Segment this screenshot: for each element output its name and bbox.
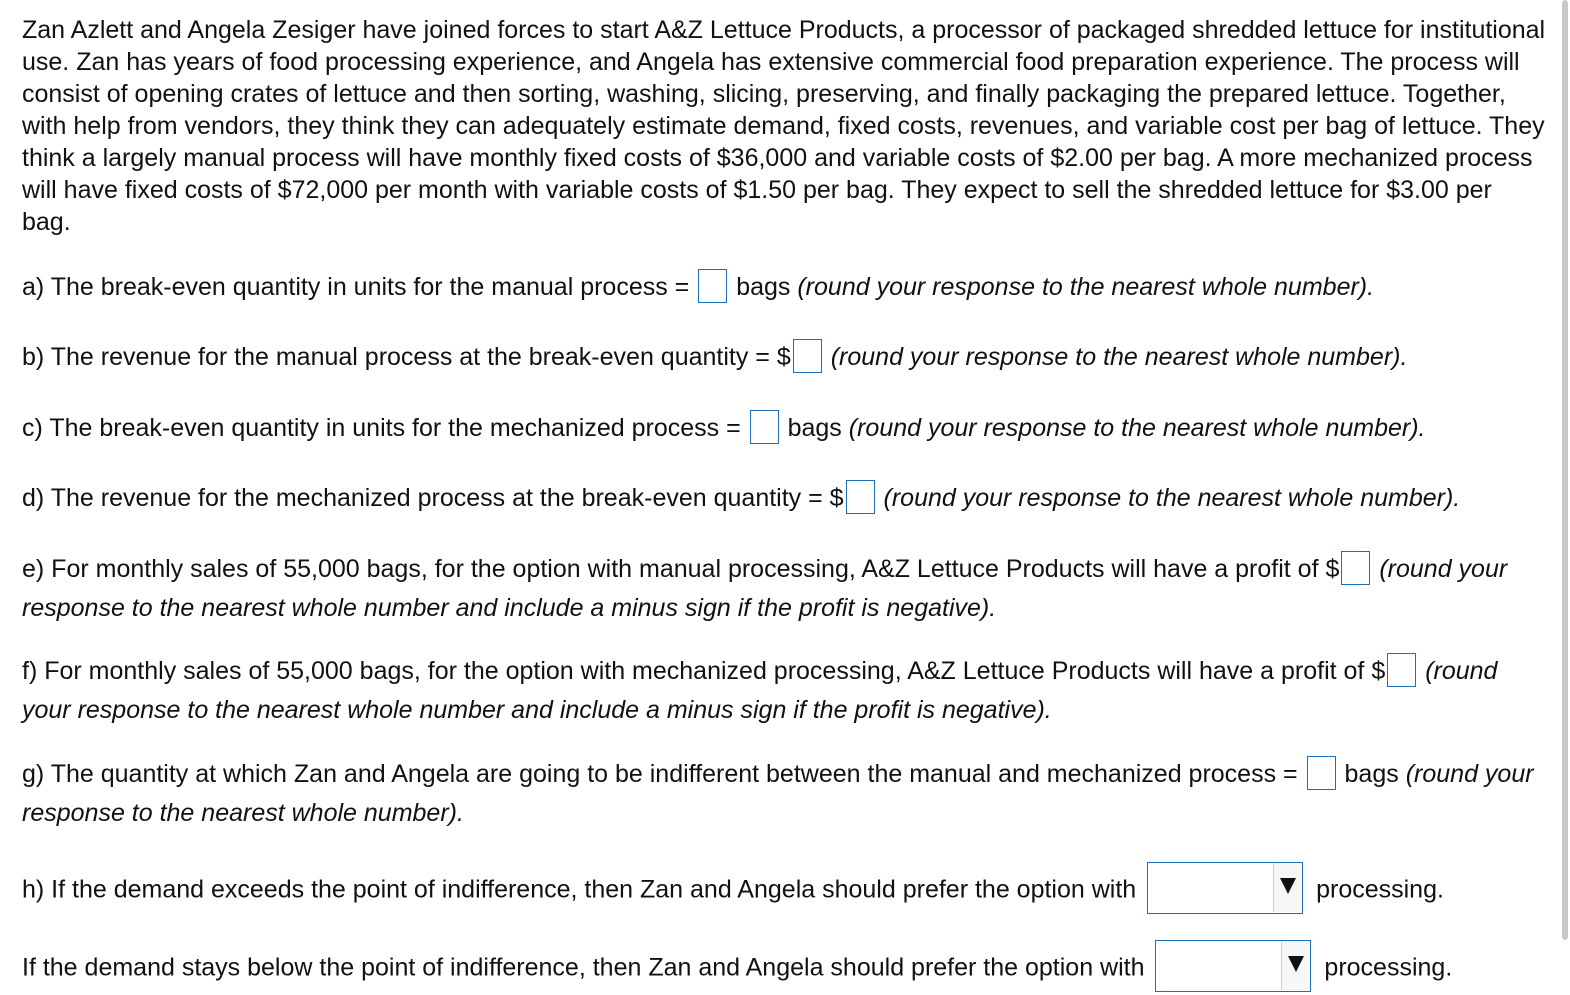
question-e-hint: (round your response to the nearest whole number and include a minus sign if the profit is negative). bbox=[22, 555, 1508, 622]
question-c bbox=[22, 412, 1425, 446]
question-a bbox=[22, 271, 1374, 305]
vertical-scrollbar[interactable] bbox=[1562, 0, 1568, 940]
question-i-unit: processing. bbox=[1324, 953, 1453, 982]
question-e bbox=[22, 550, 1547, 628]
dropdown-arrow-icon[interactable] bbox=[1281, 941, 1310, 990]
dropdown-arrow-icon[interactable] bbox=[1273, 863, 1302, 912]
answer-e-input[interactable] bbox=[1341, 551, 1370, 585]
answer-h-select[interactable] bbox=[1147, 862, 1303, 914]
question-g-text: g) The quantity at which Zan and Angela are going to be indifferent between the manual and mechanized process = bbox=[22, 760, 1298, 788]
question-b-hint: (round your response to the nearest whole number). bbox=[830, 343, 1408, 371]
question-i-text: If the demand stays below the point of indifference, then Zan and Angela should prefer the option with bbox=[22, 953, 1145, 982]
question-b bbox=[22, 341, 1407, 375]
question-d-text: d) The revenue for the mechanized process at the break-even quantity = $ bbox=[22, 484, 844, 512]
question-g-unit: bags bbox=[1344, 760, 1399, 788]
question-g-hint: (round your response to the nearest whole number). bbox=[22, 760, 1534, 827]
answer-g-input[interactable] bbox=[1307, 756, 1336, 790]
question-f-text: f) For monthly sales of 55,000 bags, for the option with mechanized processing, A&Z Lettuce Products will have a profit of $ bbox=[22, 657, 1386, 685]
question-b-text: b) The revenue for the manual process at the break-even quantity = $ bbox=[22, 343, 791, 371]
question-f bbox=[22, 652, 1547, 730]
problem-statement: Zan Azlett and Angela Zesiger have joined forces to start A&Z Lettuce Products, a processor of packaged shredded lettuce for institutional use. Zan has years of food processing experience, and Angela has extensive commercial food preparation experience. The process will consist of opening crates of lettuce and then sorting, washing, slicing, preserving, and finally packaging the prepared lettuce. Together, with help from vendors, they think they can adequately estimate demand, fixed costs, revenues, and variable cost per bag of lettuce. They think a largely manual process will have monthly fixed costs of $36,000 and variable costs of $2.00 per bag. A more mechanized process will have fixed costs of $72,000 per month with variable costs of $1.50 per bag. They expect to sell the shredded lettuce for $3.00 per bag. bbox=[22, 16, 1546, 236]
question-d bbox=[22, 482, 1460, 516]
question-f-hint: (round your response to the nearest whole number and include a minus sign if the profit is negative). bbox=[22, 657, 1498, 724]
answer-b-input[interactable] bbox=[793, 339, 822, 373]
problem-page bbox=[22, 14, 1547, 238]
question-h-text: h) If the demand exceeds the point of indifference, then Zan and Angela should prefer the option with bbox=[22, 875, 1137, 904]
question-h-unit: processing. bbox=[1316, 875, 1444, 904]
question-h bbox=[22, 865, 1444, 917]
question-i bbox=[22, 943, 1452, 995]
question-e-text: e) For monthly sales of 55,000 bags, for the option with manual processing, A&Z Lettuce Products will have a profit of $ bbox=[22, 555, 1340, 583]
question-g bbox=[22, 755, 1547, 833]
answer-a-input[interactable] bbox=[698, 269, 727, 303]
question-c-hint: (round your response to the nearest whole number). bbox=[848, 414, 1426, 442]
question-c-text: c) The break-even quantity in units for the mechanized process = bbox=[22, 414, 741, 442]
question-d-hint: (round your response to the nearest whole number). bbox=[883, 484, 1461, 512]
answer-c-input[interactable] bbox=[750, 410, 779, 444]
answer-d-input[interactable] bbox=[846, 480, 875, 514]
answer-i-select[interactable] bbox=[1155, 940, 1311, 992]
answer-f-input[interactable] bbox=[1387, 653, 1416, 687]
question-a-hint: (round your response to the nearest whole number). bbox=[797, 273, 1375, 301]
question-a-text: a) The break-even quantity in units for the manual process = bbox=[22, 273, 690, 301]
question-c-unit: bags bbox=[787, 414, 842, 442]
question-a-unit: bags bbox=[736, 273, 791, 301]
